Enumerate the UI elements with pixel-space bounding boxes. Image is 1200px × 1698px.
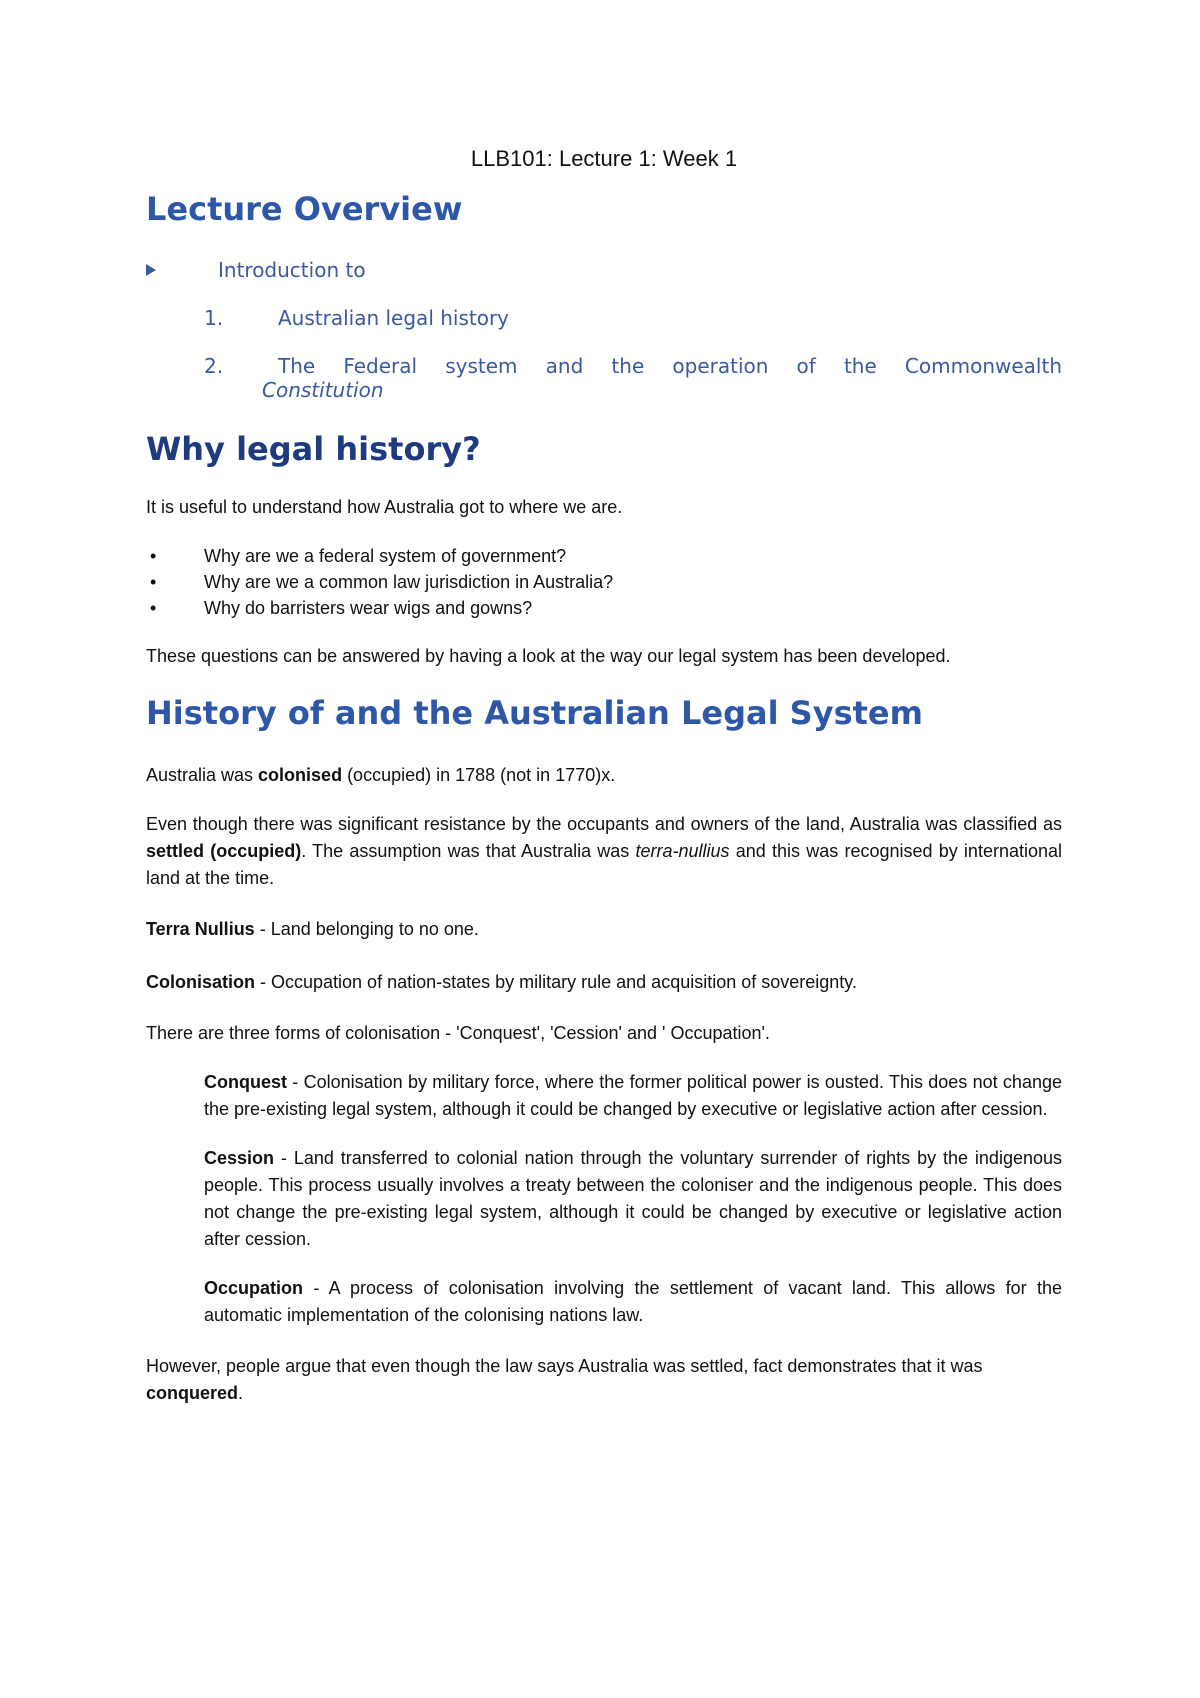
bold-text-run: colonised (258, 765, 343, 785)
text-run: Australia was (146, 765, 259, 785)
text-run: . The assumption was that Australia was (301, 841, 636, 861)
definition-term: Terra Nullius (146, 919, 255, 939)
definition-term: Conquest (204, 1072, 287, 1092)
definition-text: - Land belonging to no one. (254, 919, 479, 939)
heading-lecture-overview: Lecture Overview (146, 190, 463, 228)
history-closing (146, 1353, 1062, 1407)
text-run: and this was recognised by international land at the time. (146, 841, 1062, 888)
overview-item-2 (204, 354, 1062, 378)
definition-text: - A process of colonisation involving the settlement of vacant land. This allows for the automatic implementation of the colonising nations law. (204, 1278, 1062, 1325)
text-run: (occupied) in 1788 (not in 1770)x. (342, 765, 616, 785)
why-outro: These questions can be answered by having a look at the way our legal system has been developed. (146, 646, 951, 666)
heading-history: History of and the Australian Legal System (146, 694, 923, 732)
bold-text-run: settled (occupied) (146, 841, 302, 861)
overview-item-continuation: Constitution (262, 378, 384, 402)
overview-list (146, 258, 1062, 402)
definition-colonisation (146, 969, 1062, 996)
overview-intro (146, 258, 1062, 282)
why-intro: It is useful to understand how Australia got to where we are. (146, 497, 623, 517)
italic-text-run: terra-nullius (635, 841, 730, 861)
why-bullet-list (146, 543, 1062, 621)
definition-term: Occupation (204, 1278, 304, 1298)
document-title: LLB101: Lecture 1: Week 1 (470, 146, 738, 171)
heading-why-legal-history: Why legal history? (146, 430, 481, 468)
definition-conquest (204, 1069, 1062, 1123)
overview-item-text: The Federal system and the operation of the Commonwealth (278, 354, 1062, 378)
text-run: However, people argue that even though the law says Australia was settled, fact demonstrates that it was (146, 1356, 983, 1376)
colonisation-forms: There are three forms of colonisation - 'Conquest', 'Cession' and ' Occupation'. (146, 1023, 770, 1043)
triangle-bullet-icon (146, 264, 156, 276)
overview-item-number: 1. (204, 306, 224, 330)
definition-occupation (204, 1275, 1062, 1329)
overview-intro-text: Introduction to (218, 258, 366, 282)
list-item: • Why are we a federal system of government? (146, 543, 1062, 569)
definition-term: Cession (204, 1148, 275, 1168)
text-run: . (238, 1383, 244, 1403)
overview-item-number: 2. (204, 354, 224, 378)
history-paragraph-settled (146, 811, 1062, 892)
history-paragraph-colonised (146, 762, 1062, 789)
definition-cession (204, 1145, 1062, 1253)
overview-item-text: Australian legal history (278, 306, 510, 330)
overview-item-1 (204, 306, 1062, 330)
definition-term: Colonisation (146, 972, 255, 992)
document-body (146, 146, 1062, 1407)
definition-text: - Colonisation by military force, where the former political power is ousted. This does not change the pre-existing legal system, although it could be changed by executive or legislative action after cession. (204, 1072, 1062, 1119)
list-item: • Why do barristers wear wigs and gowns? (146, 595, 1062, 621)
bold-text-run: conquered (146, 1383, 239, 1403)
definition-terra-nullius (146, 916, 1062, 943)
text-run: Even though there was significant resistance by the occupants and owners of the land, Australia was classified as (146, 814, 1062, 834)
list-item: • Why are we a common law jurisdiction in Australia? (146, 569, 1062, 595)
definition-text: - Occupation of nation-states by military rule and acquisition of sovereignty. (255, 972, 857, 992)
definition-text: - Land transferred to colonial nation through the voluntary surrender of rights by the indigenous people. This process usually involves a treaty between the coloniser and the indigenous people. This does not change the pre-existing legal system, although it could be changed by executive or legislative action after cession. (204, 1148, 1062, 1249)
